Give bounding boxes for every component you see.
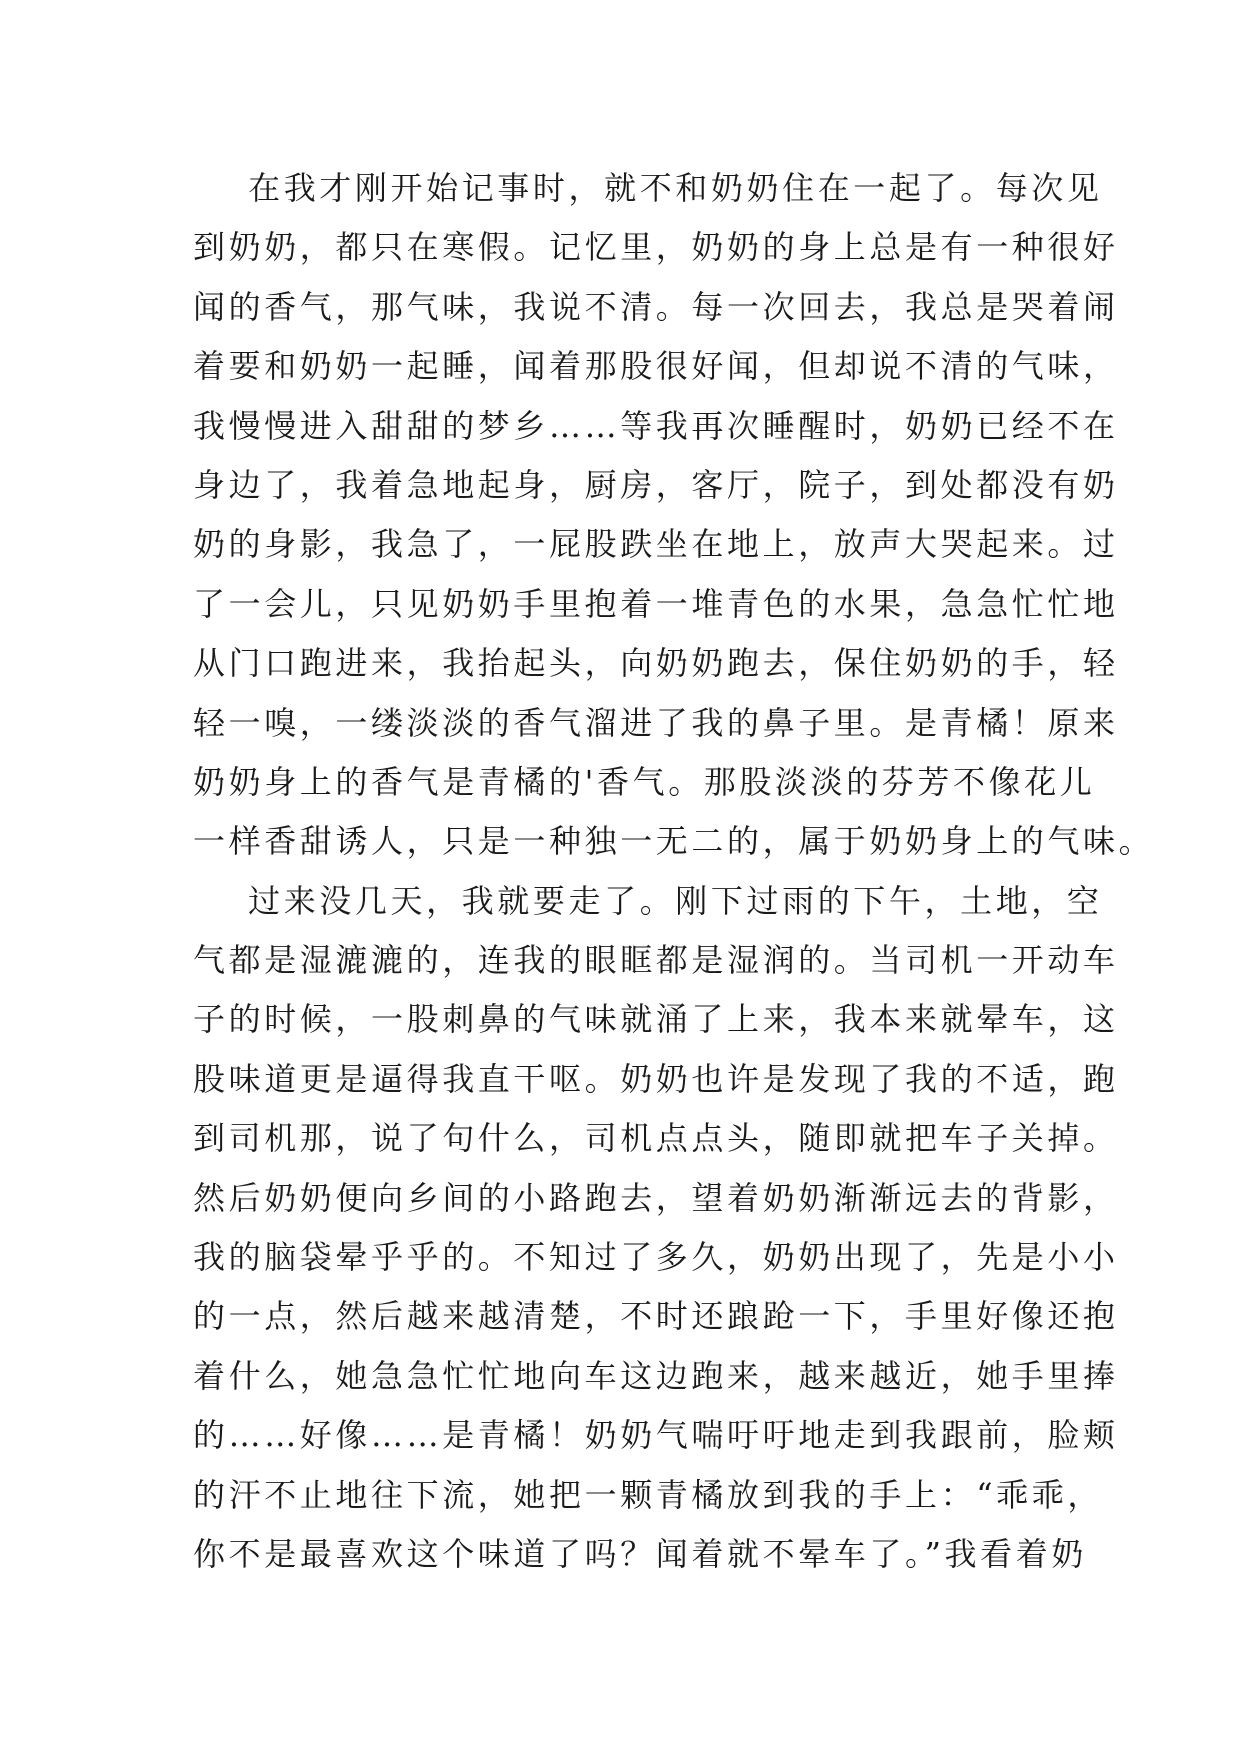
text-line: 到奶奶，都只在寒假。记忆里，奶奶的身上总是有一种很好 [193, 228, 1119, 267]
document-body [193, 159, 1155, 1584]
text-line: 从门口跑进来，我抬起头，向奶奶跑去，保住奶奶的手，轻 [193, 644, 1119, 683]
text-line: 身边了，我着急地起身，厨房，客厅，院子，到处都没有奶 [193, 465, 1119, 504]
text-line: 轻一嗅，一缕淡淡的香气溜进了我的鼻子里。是青橘！原来 [193, 703, 1119, 742]
text-line: 着什么，她急急忙忙地向车这边跑来，越来越近，她手里捧 [193, 1356, 1119, 1395]
text-line: 气都是湿漉漉的，连我的眼眶都是湿润的。当司机一开动车 [193, 941, 1119, 980]
text-line: 奶奶身上的香气是青橘的'香气。那股淡淡的芬芳不像花儿 [193, 762, 1096, 801]
text-line: 一样香甜诱人，只是一种独一无二的，属于奶奶身上的气味。 [193, 822, 1155, 861]
text-line: 的一点，然后越来越清楚，不时还踉跄一下，手里好像还抱 [193, 1297, 1119, 1336]
text-line: 你不是最喜欢这个味道了吗？闻着就不晕车了。”我看着奶 [193, 1534, 1087, 1573]
text-line: 了一会儿，只见奶奶手里抱着一堆青色的水果，急急忙忙地 [193, 584, 1119, 623]
text-line: 的汗不止地往下流，她把一颗青橘放到我的手上：“乖乖， [193, 1475, 1103, 1514]
text-line: 的……好像……是青橘！奶奶气喘吁吁地走到我跟前，脸颊 [193, 1416, 1119, 1455]
text-line: 过来没几天，我就要走了。刚下过雨的下午，土地，空 [193, 881, 1103, 920]
text-line: 闻的香气，那气味，我说不清。每一次回去，我总是哭着闹 [193, 287, 1119, 326]
text-line: 股味道更是逼得我直干呕。奶奶也许是发现了我的不适，跑 [193, 1059, 1119, 1098]
text-line: 然后奶奶便向乡间的小路跑去，望着奶奶渐渐远去的背影， [193, 1178, 1119, 1217]
text-line: 在我才刚开始记事时，就不和奶奶住在一起了。每次见 [193, 169, 1103, 207]
text-line: 着要和奶奶一起睡，闻着那股很好闻，但却说不清的气味， [193, 347, 1119, 386]
text-line: 奶的身影，我急了，一屁股跌坐在地上，放声大哭起来。过 [193, 525, 1119, 564]
text-line: 我的脑袋晕乎乎的。不知过了多久，奶奶出现了，先是小小 [193, 1238, 1119, 1277]
text-line: 我慢慢进入甜甜的梦乡……等我再次睡醒时，奶奶已经不在 [193, 406, 1119, 445]
text-line: 子的时候，一股刺鼻的气味就涌了上来，我本来就晕车，这 [193, 1000, 1119, 1039]
text-line: 到司机那，说了句什么，司机点点头，随即就把车子关掉。 [193, 1119, 1119, 1158]
